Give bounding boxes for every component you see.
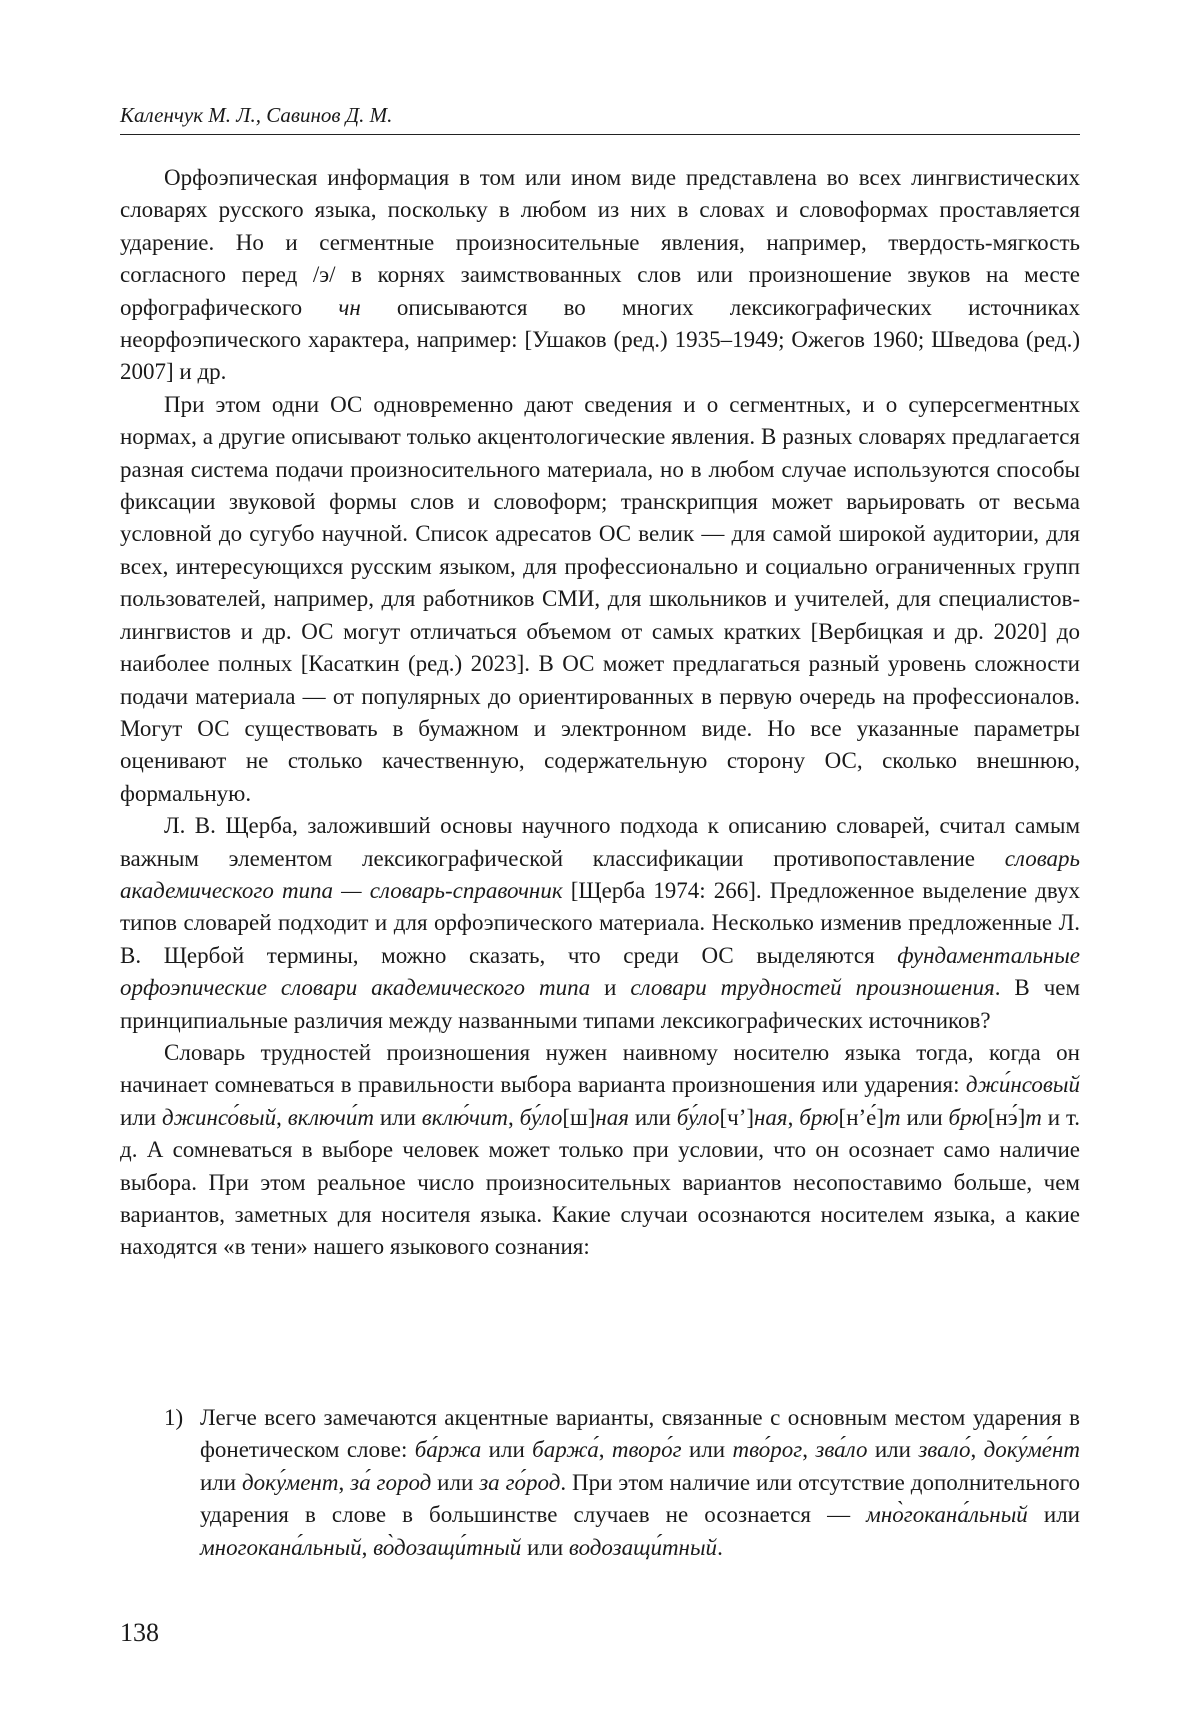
text-run: [ш] (562, 1104, 596, 1130)
text-run: , (276, 1104, 288, 1130)
text-run: Легче всего замечаются акцентные варианты, связанные с основным местом ударения в фонетическом слове: (200, 1405, 1080, 1463)
text-run: , (508, 1104, 520, 1130)
text-run: , (970, 1437, 984, 1463)
italic-text: за́ город (350, 1469, 432, 1495)
text-run: Л. В. Щерба, заложивший основы научного подхода к описанию словарей, считал самым важным элементом лексикографической классификации противопоставление (120, 813, 1080, 871)
text-run: , (802, 1437, 816, 1463)
text-run: , (361, 1534, 374, 1560)
page-number: 138 (120, 1618, 159, 1647)
italic-text: ная (595, 1104, 629, 1130)
italic-text: ба́ржа (414, 1437, 482, 1463)
italic-text: водозащи́тный (568, 1534, 718, 1560)
italic-text: во̀дозащи́тный (373, 1534, 522, 1560)
italic-text: фундаментальные орфоэпические словари академического типа (120, 942, 1080, 1001)
text-run: или (867, 1437, 919, 1463)
text-run: [н’е́] (838, 1104, 885, 1130)
list-item-text (200, 1405, 1080, 1560)
italic-text: словарь академического типа — словарь-справочник (120, 845, 1080, 903)
italic-text: брю (948, 1104, 988, 1130)
text-run: , (338, 1469, 351, 1495)
italic-text: включи́т (287, 1104, 374, 1130)
italic-text: творо́г (611, 1437, 682, 1463)
text-run: или (373, 1104, 422, 1130)
italic-text: словари трудностей произношения (630, 975, 995, 1001)
text-run: или (431, 1469, 480, 1495)
italic-text: доку́мент (242, 1469, 339, 1495)
list-item (120, 1402, 1080, 1564)
paragraph (120, 389, 1080, 810)
italic-text: звало́ (918, 1437, 971, 1463)
numbered-list (120, 1402, 1080, 1564)
italic-text: многокана́льный (200, 1534, 362, 1560)
text-run: или (200, 1469, 242, 1495)
italic-text: баржа́ (532, 1437, 599, 1463)
italic-text: джи́нсовый (965, 1072, 1080, 1098)
list-item-number: 1) (164, 1405, 184, 1430)
italic-text: вклю́чит (421, 1104, 509, 1130)
text-run: [Щерба 1974: 266]. Предложенное выделение двух типов словарей подходит и для орфоэпического материала. Несколько изменив предложенные Л. В. Щербой термины, можно сказать, что среди ОС выделяются (120, 877, 1080, 968)
paragraph (120, 162, 1080, 389)
text-run: или (481, 1437, 533, 1463)
text-run: или (681, 1437, 733, 1463)
text-run: и т. д. А сомневаться в выборе человек может только при условии, что он осознает само наличие выбора. При этом реальное число произносительных вариантов несопоставимо больше, чем вариантов, заметных для носителя языка. Какие случаи осознаются носителем языка, а какие находятся «в тени» нашего языкового сознания: (120, 1104, 1081, 1260)
text-run: или (120, 1104, 162, 1130)
text-run: , (598, 1437, 612, 1463)
text-run: [нэ́] (987, 1104, 1026, 1130)
text-run: или (1027, 1502, 1080, 1528)
italic-text: чн (338, 294, 361, 320)
paragraph (120, 1037, 1080, 1264)
text-run: При этом одни ОС одновременно дают сведения и о сегментных, и о суперсегментных нормах, а другие описывают только акцентологические явления. В разных словарях предлагается разная система подачи произносительного материала, но в любом случае используются способы фиксации звуковой формы слов и словоформ; транскрипция может варьировать от весьма условной до сугубо научной. Список адресатов ОС велик — для самой широкой аудитории, для всех, интересующихся русским языком, для профессионально и социально ограниченных групп пользователей, например, для работников СМИ, для школьников и учителей, для специалистов-лингвистов и др. ОС могут отличаться объемом от самых кратких [Вербицкая и др. 2020] до наиболее полных [Касаткин (ред.) 2023]. В ОС может предлагаться разный уровень сложности подачи материала — от популярных до ориентированных в первую очередь на профессионалов. Могут ОС существовать в бумажном и электронном виде. Но все указанные параметры оценивают не столько качественную, содержательную сторону ОС, сколько внешнюю, формальную. (120, 391, 1080, 806)
text-run: Словарь трудностей произношения нужен наивному носителю языка тогда, когда он начинает сомневаться в правильности выбора варианта произношения или ударения: (120, 1039, 1080, 1098)
text-run: или (521, 1534, 569, 1560)
italic-text: т (1025, 1104, 1042, 1130)
italic-text: за го́род (479, 1469, 561, 1495)
italic-text: доку́ме́нт (983, 1437, 1080, 1463)
italic-text: брю (799, 1104, 839, 1130)
text-run: или (900, 1104, 949, 1130)
running-head: Каленчук М. Л., Савинов Д. М. (120, 100, 1080, 135)
text-run: , (787, 1104, 800, 1130)
italic-text: бу́ло (519, 1104, 563, 1130)
italic-text: зва́ло (815, 1437, 868, 1463)
italic-text: т (884, 1104, 901, 1130)
text-run: Орфоэпическая информация в том или ином виде представлена во всех лингвистических словарях русского языка, поскольку в любом из них в словах и словоформах проставляется ударение. Но и сегментные произносительные явления, например, твердость-мягкость согласного перед /э/ в корнях заимствованных слов или произношение звуков на месте орфографического (120, 165, 1080, 320)
italic-text: бу́ло (676, 1104, 720, 1130)
body-text (120, 162, 1080, 1264)
text-run: или (628, 1104, 677, 1130)
paragraph (120, 810, 1080, 1037)
text-run: и (590, 975, 631, 1001)
text-run: . При этом наличие или отсутствие дополнительного ударения в слове в большинстве случаев не осознается — (200, 1469, 1080, 1528)
text-run: . В чем принципиальные различия между названными типами лексикографических источников? (120, 975, 1081, 1033)
text-run: . (717, 1534, 723, 1560)
italic-text: ная (754, 1104, 788, 1130)
text-run: описываются во многих лексикографических источниках неорфоэпического характера, например: [Ушаков (ред.) 1935–1949; Ожегов 1960; Шведова (ред.) 2007] и др. (120, 294, 1080, 385)
italic-text: тво́рог (732, 1437, 803, 1463)
italic-text: джинсо́вый (161, 1104, 277, 1130)
italic-text: мно̀гокана́льный (866, 1502, 1028, 1528)
text-run: [ч’] (719, 1104, 755, 1130)
